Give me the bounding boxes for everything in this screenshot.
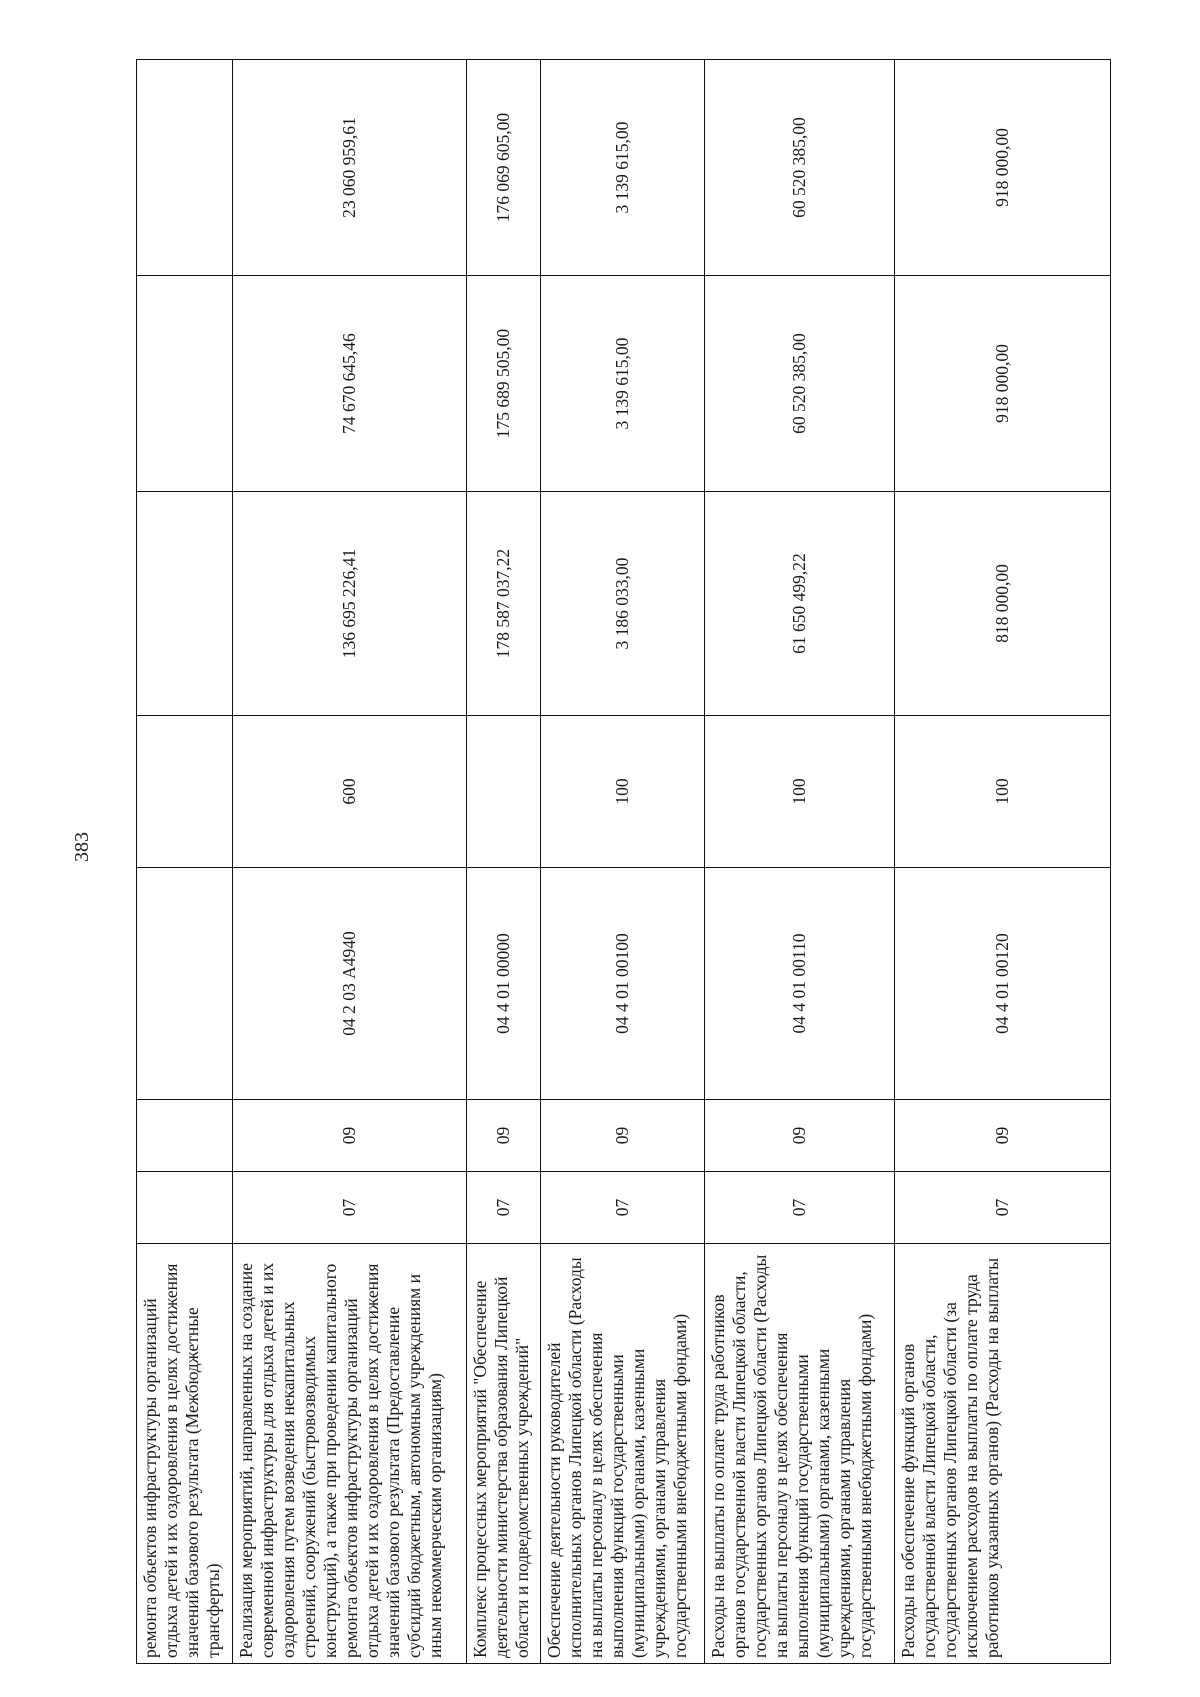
table-row [705, 60, 895, 1664]
amount-year-3 [137, 60, 233, 276]
expense-type-code: 100 [705, 716, 895, 868]
table-row [895, 60, 1111, 1664]
row-description: Обеспечение деятельности руководителей исполнительных органов Липецкой области (Расходы на выплаты персоналу в целях обеспечения выполнения функций государственными (муниципальными) органами, казенными учреждениями, органами управления государственными внебюджетными фондами) [541, 1244, 705, 1664]
subsection-code: 09 [895, 1100, 1111, 1172]
expense-type-code: 600 [233, 716, 467, 868]
amount-year-3: 3 139 615,00 [541, 60, 705, 276]
amount-year-1: 818 000,00 [895, 492, 1111, 716]
amount-year-2: 918 000,00 [895, 276, 1111, 492]
expense-type-code: 100 [895, 716, 1111, 868]
row-description: Расходы на выплаты по оплате труда работников органов государственной власти Липецкой области, государственных органов Липецкой области (Расходы на выплаты персоналу в целях обеспечения выполнения функций государственными (муниципальными) органами, казенными учреждениями, органами управления государственными внебюджетными фондами) [705, 1244, 895, 1664]
amount-year-3: 23 060 959,61 [233, 60, 467, 276]
subsection-code: 09 [233, 1100, 467, 1172]
amount-year-2 [137, 276, 233, 492]
budget-table [136, 59, 1111, 1664]
target-article-code [137, 868, 233, 1100]
row-description: Реализация мероприятий, направленных на создание современной инфраструктуры для отдыха детей и их оздоровления путем возведения некапитальных строений, сооружений (быстровозводимых конструкций), а также при проведении капитального ремонта объектов инфраструктуры организаций отдыха детей и их оздоровления в целях достижения значений базового результата (Предоставление субсидий бюджетным, автономным учреждениям и иным некоммерческим организациям) [233, 1244, 467, 1664]
expense-type-code [137, 716, 233, 868]
amount-year-1: 3 186 033,00 [541, 492, 705, 716]
table-row [137, 60, 233, 1664]
table-row [467, 60, 541, 1664]
expense-type-code: 100 [541, 716, 705, 868]
target-article-code: 04 2 03 А4940 [233, 868, 467, 1100]
target-article-code: 04 4 01 00100 [541, 868, 705, 1100]
subsection-code [137, 1100, 233, 1172]
amount-year-1 [137, 492, 233, 716]
amount-year-2: 175 689 505,00 [467, 276, 541, 492]
rotated-table-wrapper [136, 60, 1110, 1664]
section-code: 07 [541, 1172, 705, 1244]
page-number: 383 [71, 832, 93, 862]
target-article-code: 04 4 01 00000 [467, 868, 541, 1100]
table-row [541, 60, 705, 1664]
subsection-code: 09 [541, 1100, 705, 1172]
amount-year-2: 3 139 615,00 [541, 276, 705, 492]
expense-type-code [467, 716, 541, 868]
amount-year-3: 60 520 385,00 [705, 60, 895, 276]
subsection-code: 09 [705, 1100, 895, 1172]
row-description: Комплекс процессных мероприятий "Обеспечение деятельности министерства образования Липецкой области и подведомственных учреждений" [467, 1244, 541, 1664]
section-code: 07 [233, 1172, 467, 1244]
amount-year-3: 918 000,00 [895, 60, 1111, 276]
amount-year-1: 178 587 037,22 [467, 492, 541, 716]
subsection-code: 09 [467, 1100, 541, 1172]
target-article-code: 04 4 01 00120 [895, 868, 1111, 1100]
amount-year-1: 136 695 226,41 [233, 492, 467, 716]
section-code: 07 [895, 1172, 1111, 1244]
section-code: 07 [467, 1172, 541, 1244]
row-description: Расходы на обеспечение функций органов государственной власти Липецкой области, государственных органов Липецкой области (за исключением расходов на выплаты по оплате труда работников указанных органов) (Расходы на выплаты [895, 1244, 1111, 1664]
budget-table-area [136, 60, 1110, 1664]
table-row [233, 60, 467, 1664]
amount-year-3: 176 069 605,00 [467, 60, 541, 276]
amount-year-1: 61 650 499,22 [705, 492, 895, 716]
row-description: ремонта объектов инфраструктуры организаций отдыха детей и их оздоровления в целях достижения значений базового результата (Межбюджетные трансферты) [137, 1244, 233, 1664]
section-code: 07 [705, 1172, 895, 1244]
amount-year-2: 74 670 645,46 [233, 276, 467, 492]
amount-year-2: 60 520 385,00 [705, 276, 895, 492]
target-article-code: 04 4 01 00110 [705, 868, 895, 1100]
section-code [137, 1172, 233, 1244]
